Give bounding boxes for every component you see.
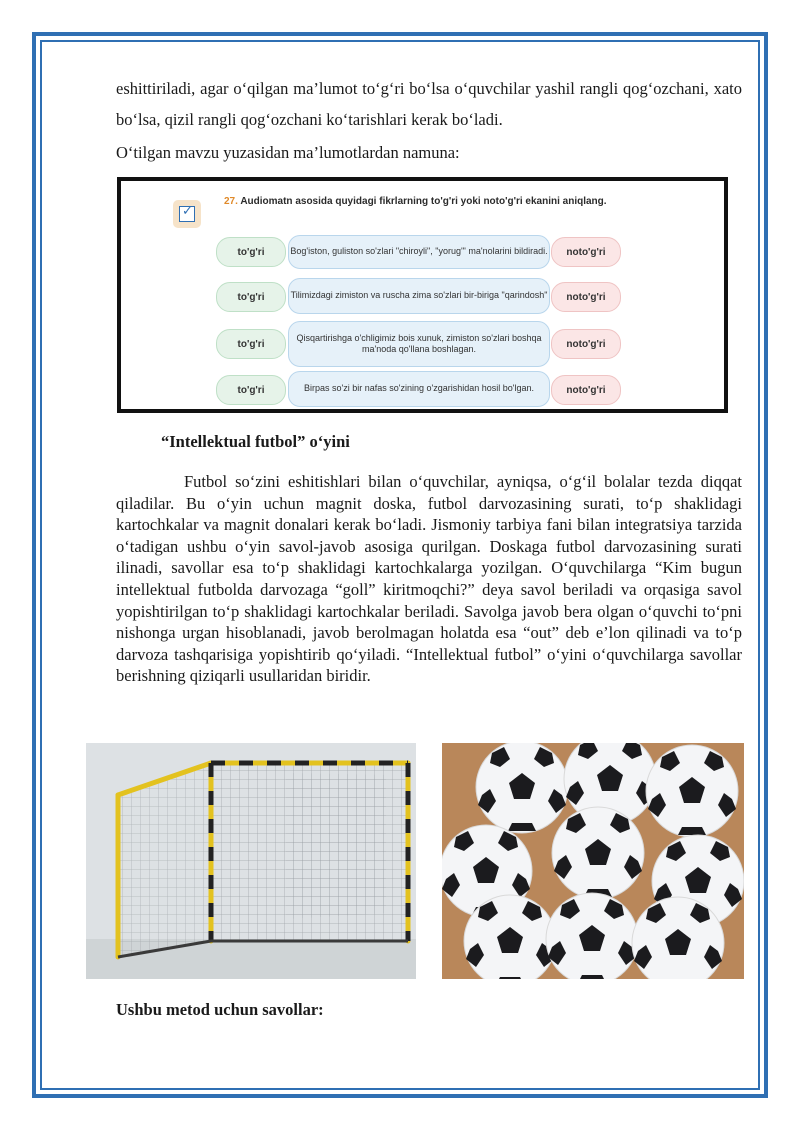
false-pill: noto'g'ri	[551, 375, 621, 405]
statement-box: Birpas so'zi bir nafas so'zining o'zgarishidan hosil bo'lgan.	[288, 371, 550, 407]
questions-heading: Ushbu metod uchun savollar:	[116, 1000, 324, 1019]
exercise-number: 27.	[224, 196, 238, 207]
checklist-icon: ✓	[173, 200, 201, 228]
true-pill: to'g'ri	[216, 237, 286, 267]
false-pill: noto'g'ri	[551, 329, 621, 359]
exercise-image	[117, 177, 728, 413]
exercise-title	[224, 195, 694, 208]
true-pill: to'g'ri	[216, 329, 286, 359]
section-heading: “Intellektual futbol” o‘yini	[161, 432, 350, 451]
exercise-instruction: Audiomatn asosida quyidagi fikrlarning to'g'ri yoki noto'g'ri ekanini aniqlang.	[240, 196, 607, 207]
section-body: Futbol so‘zini eshitishlari bilan o‘quvchilar, ayniqsa, o‘g‘il bolalar tezda diqqat qiladilar. Bu o‘yin uchun magnit doska, futbol darvozasining surati, to‘p shaklidagi kartochkalar va magnit donalari kerak bo‘ladi. Jismoniy tarbiya fani bilan integratsiya tarzida o‘tadigan ushbu o‘yin savol-javob asosiga qurilgan. Doskaga futbol darvozasining surati ilinadi, savollar esa to‘p shaklidagi kartochkalarga yozilgan. O‘quvchilarga “Kim bugun intellektual futbolda darvozaga “goll” kiritmoqchi?” deya savol beriladi va orqasiga savol yopishtirilgan to‘p shaklidagi kartochkalar beriladi. Savolga javob bera olgan o‘quvchi to‘pni nishonga urgan hisoblanadi, javob berolmagan holatda esa “out” deb e’lon qilinadi va to‘p darvoza tashqarisiga yopishtirib qo‘yiladi. “Intellektual futbol” o‘yini o‘quvchilarga savollar berishning qiziqarli usullaridan biridir.	[116, 472, 742, 686]
balls-photo	[442, 743, 744, 979]
statement-box: Qisqartirishga o'chligimiz bois xunuk, zimiston so'zlari boshqa ma'noda qo'llana boshlagan.	[288, 321, 550, 367]
true-pill: to'g'ri	[216, 375, 286, 405]
false-pill: noto'g'ri	[551, 237, 621, 267]
goal-photo	[86, 743, 416, 979]
statement-box: Bog'iston, guliston so'zlari "chiroyli", "yorug'" ma'nolarini bildiradi.	[288, 235, 550, 269]
intro-paragraph: eshittiriladi, agar o‘qilgan ma’lumot to‘g‘ri bo‘lsa o‘quvchilar yashil rangli qog‘ozchani, xato bo‘lsa, qizil rangli qog‘ozchani ko‘tarishlari kerak bo‘ladi.	[116, 79, 742, 129]
statement-box: Tilimizdagi zimiston va ruscha zima so'zlari bir-biriga "qarindosh"	[288, 278, 550, 314]
false-pill: noto'g'ri	[551, 282, 621, 312]
true-pill: to'g'ri	[216, 282, 286, 312]
intro-sample-line: O‘tilgan mavzu yuzasidan ma’lumotlardan namuna:	[116, 143, 460, 162]
